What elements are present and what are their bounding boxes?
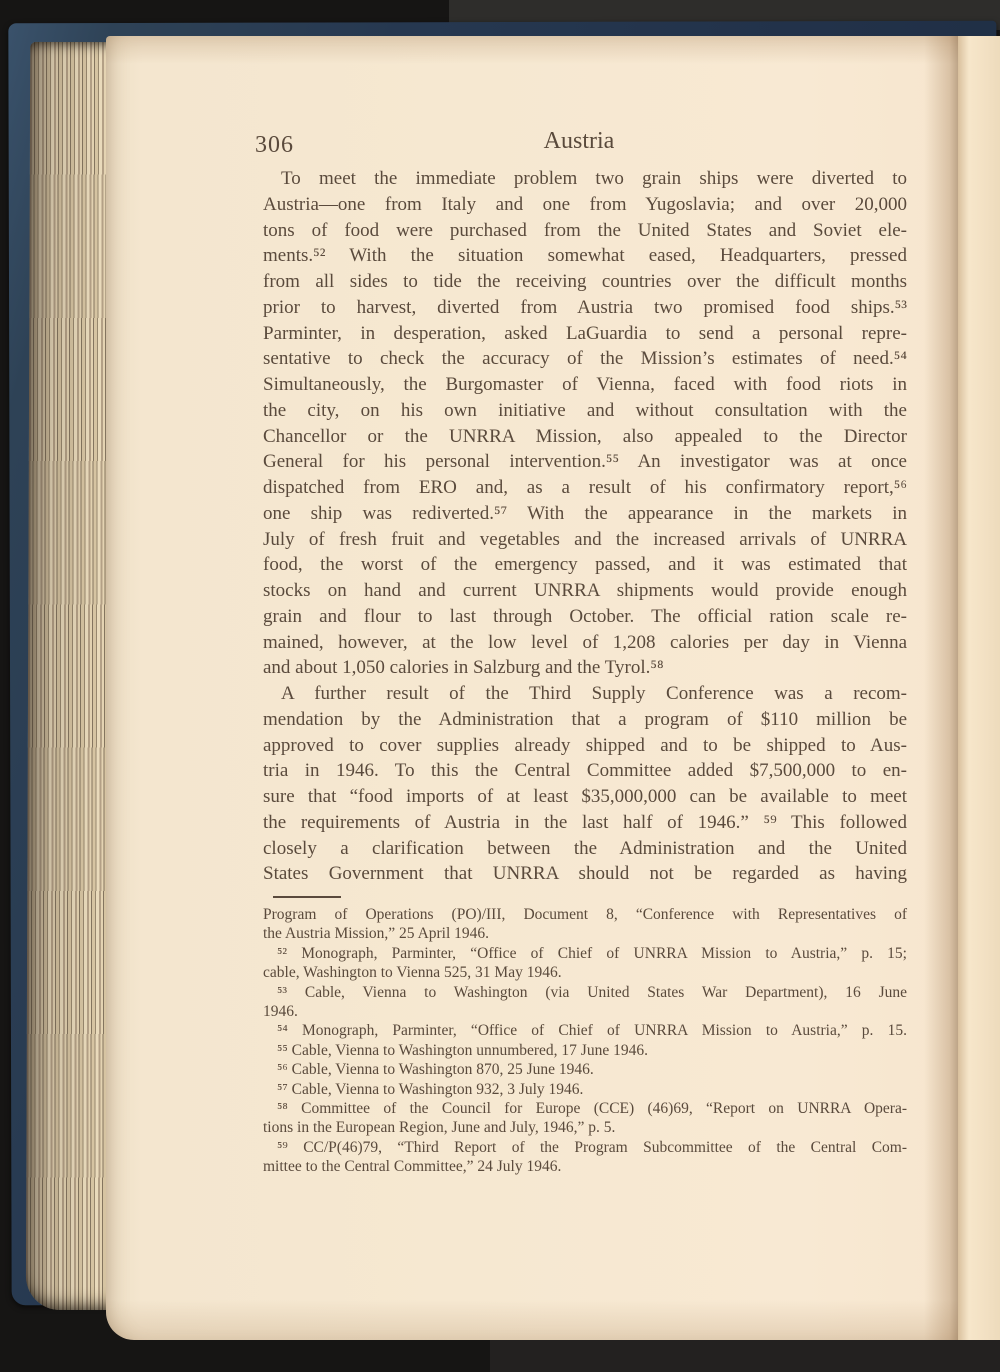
footnote-line: mittee to the Central Committee,” 24 July 1946. [263,1158,562,1176]
body-text-line: stocks on hand and current UNRRA shipments would provide enough [263,580,907,601]
body-text-line: grain and flour to last through October. The official ration scale re- [263,605,907,627]
footnote-line: ⁵⁴ Monograph, Parminter, “Office of Chief of UNRRA Mission to Austria,” p. 15. [277,1022,907,1040]
body-text-line: mained, however, at the low level of 1,208 calories per day in Vienna [263,631,907,653]
body-text-line: from all sides to tide the receiving countries over the difficult months [263,271,907,292]
body-text-line: A further result of the Third Supply Conference was a recom- [281,683,907,704]
footnote-line: ⁵⁶ Cable, Vienna to Washington 870, 25 June 1946. [277,1061,594,1079]
footnotes [263,905,907,1177]
body-text-line: closely a clarification between the Administration and the United [263,837,907,859]
body-text-line: Chancellor or the UNRRA Mission, also appealed to the Director [263,425,907,447]
body-text-line: sentative to check the accuracy of the Mission’s estimates of need.⁵⁴ [263,348,907,370]
footnote-line: the Austria Mission,” 25 April 1946. [263,925,490,943]
body-text-line: dispatched from ERO and, as a result of his confirmatory report,⁵⁶ [263,477,907,498]
footnote-line: ⁵² Monograph, Parminter, “Office of Chief of UNRRA Mission to Austria,” p. 15; [277,944,907,962]
body-text [263,166,907,887]
body-text-line: the requirements of Austria in the last half of 1946.” ⁵⁹ This followed [263,811,907,833]
footnote-rule [273,896,341,898]
footnote-line: ⁵⁹ CC/P(46)79, “Third Report of the Program Subcommittee of the Central Com- [277,1138,907,1156]
body-text-line: General for his personal intervention.⁵⁵ An investigator was at once [263,451,907,473]
page-header [251,128,907,162]
body-text-line: Simultaneously, the Burgomaster of Vienna, faced with food riots in [263,374,907,395]
footnote-line: ⁵⁷ Cable, Vienna to Washington 932, 3 July 1946. [277,1080,584,1098]
body-text-line: the city, on his own initiative and without consultation with the [263,399,907,421]
body-text-line: approved to cover supplies already shipped and to be shipped to Aus- [263,734,907,756]
body-text-line: July of fresh fruit and vegetables and the increased arrivals of UNRRA [263,528,907,550]
running-head-title: Austria [543,128,615,154]
body-text-line: prior to harvest, diverted from Austria two promised food ships.⁵³ [263,296,907,318]
footnote-line: cable, Washington to Vienna 525, 31 May 1946. [263,964,562,982]
footnote-line: ⁵⁵ Cable, Vienna to Washington unnumbered, 17 June 1946. [277,1041,648,1059]
footnote-line: tions in the European Region, June and July, 1946,” p. 5. [263,1119,616,1137]
body-text-line: and about 1,050 calories in Salzburg and the Tyrol.⁵⁸ [263,657,664,679]
body-text-line: Parminter, in desperation, asked LaGuardia to send a personal repre- [263,322,907,344]
body-text-line: sure that “food imports of at least $35,000,000 can be available to meet [263,786,907,807]
body-text-line: Austria—one from Italy and one from Yugoslavia; and over 20,000 [263,193,907,215]
body-text-line: States Government that UNRRA should not be regarded as having [263,863,907,885]
footnote-line: 1946. [263,1003,298,1021]
footnote-line: ⁵³ Cable, Vienna to Washington (via United States War Department), 16 June [277,983,907,1001]
body-text-line: food, the worst of the emergency passed, and it was estimated that [263,554,907,576]
body-text-line: one ship was rediverted.⁵⁷ With the appearance in the markets in [263,502,907,524]
body-text-line: tria in 1946. To this the Central Committee added $7,500,000 to en- [263,760,907,782]
body-text-line: mendation by the Administration that a program of $110 million be [263,708,907,730]
text-block [263,166,907,1177]
body-text-line: ments.⁵² With the situation somewhat eased, Headquarters, pressed [263,245,907,267]
footnote-line: Program of Operations (PO)/III, Document 8, “Conference with Representatives of [263,906,907,923]
body-text-line: To meet the immediate problem two grain ships were diverted to [281,168,907,189]
book-page [106,36,1000,1340]
footnote-line: ⁵⁸ Committee of the Council for Europe (CCE) (46)69, “Report on UNRRA Opera- [277,1100,907,1118]
gutter-shadow [924,36,958,1340]
body-text-line: tons of food were purchased from the United States and Soviet ele- [263,219,907,241]
page-number: 306 [255,132,294,158]
adjacent-page [958,36,1000,1340]
